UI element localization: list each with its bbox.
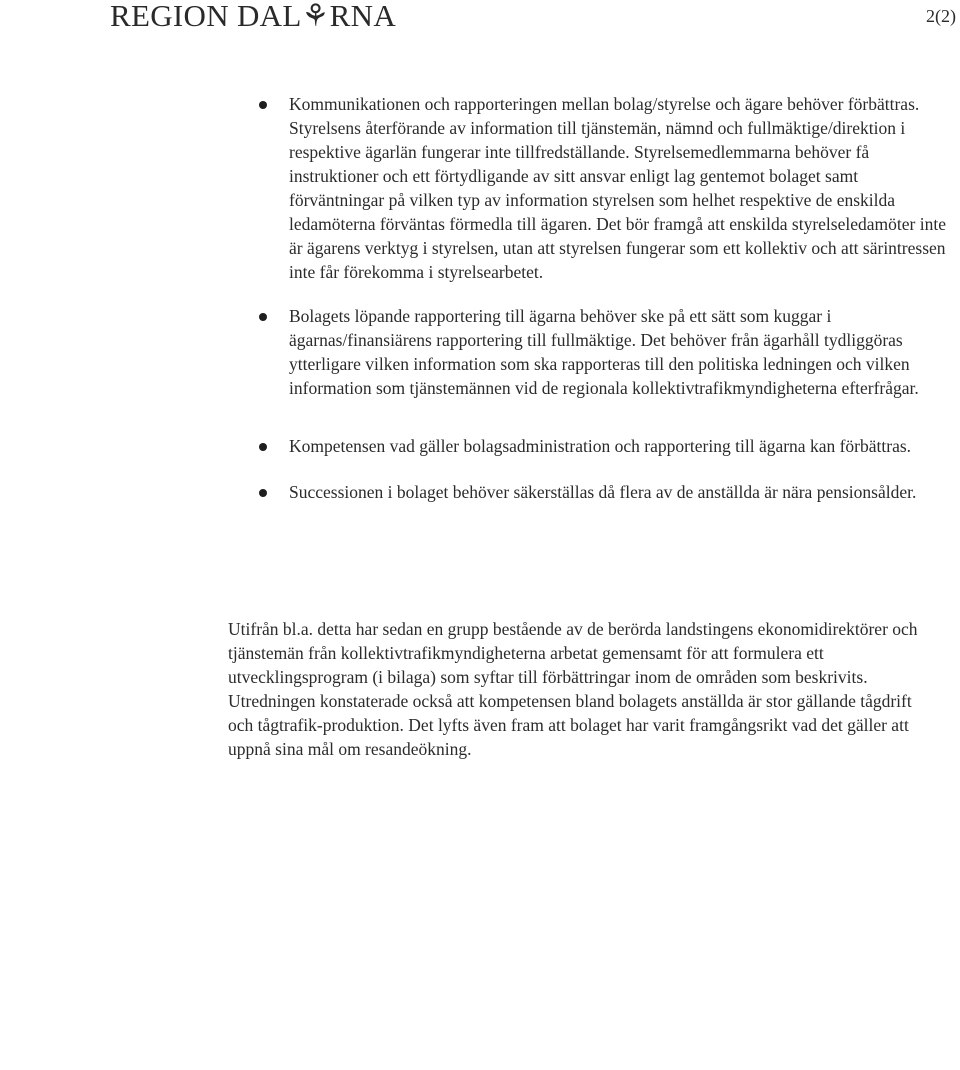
body-paragraph: Utifrån bl.a. detta har sedan en grupp bestående av de berörda landstingens ekonomidirektörer och tjänstemän från kollektivtrafikmyndigheterna arbetat gemensamt för att formulera ett utvecklingsprogram (i bilaga) som syftar till förbättringar inom de områden som beskrivits. Utredningen konstaterade också att kompetensen bland bolagets anställda är stor gällande tågdrift och tågtrafik-produktion. Det lyfts även fram att bolaget har varit framgångsrikt vad det gäller att uppnå sina mål om resandeökning.	[228, 619, 918, 759]
bullet-item-reporting	[256, 304, 946, 400]
bullet-dot-icon	[259, 313, 267, 321]
bullet-item-succession	[256, 480, 946, 504]
bullet-text: Kommunikationen och rapporteringen mellan bolag/styrelse och ägare behöver förbättras. Styrelsens återförande av information till tjänstemän, nämnd och fullmäktige/direktion i respektive ägarlän fungerar inte tillfredställande. Styrelsemedlemmarna behöver få instruktioner och ett förtydligande av sitt ansvar enligt lag gentemot bolaget samt förväntningar på vilken typ av information styrelsen som helhet respektive de enskilda ledamöterna förväntas förmedla till ägaren. Det bör framgå att enskilda styrelseledamöter inte är ägarens verktyg i styrelsen, utan att styrelsen fungerar som ett kollektiv och att särintressen inte får förekomma i styrelsearbetet.	[289, 94, 946, 282]
page-header	[0, 0, 960, 40]
bullet-dot-icon	[259, 489, 267, 497]
bullet-text: Bolagets löpande rapportering till ägarna behöver ske på ett sätt som kuggar i ägarnas/finansiärens rapportering till fullmäktige. Det behöver från ägarhåll tydliggöras ytterligare vilken information som ska rapporteras till den politiska ledningen och vilken information som tjänstemännen vid de regionala kollektivtrafikmyndigheterna efterfrågar.	[289, 306, 919, 398]
page-number: 2(2)	[926, 6, 956, 26]
bullet-text: Successionen i bolaget behöver säkerställas då flera av de anställda är nära pensionsålder.	[289, 482, 917, 502]
bullet-text: Kompetensen vad gäller bolagsadministration och rapportering till ägarna kan förbättras.	[289, 436, 912, 456]
bullet-item-competence	[256, 434, 946, 458]
bullet-dot-icon	[259, 101, 267, 109]
bullet-list	[256, 92, 946, 504]
bullet-dot-icon	[259, 443, 267, 451]
bullet-item-communication	[256, 92, 946, 284]
region-dalarna-logo: REGION DAL⚘RNA	[110, 0, 397, 33]
